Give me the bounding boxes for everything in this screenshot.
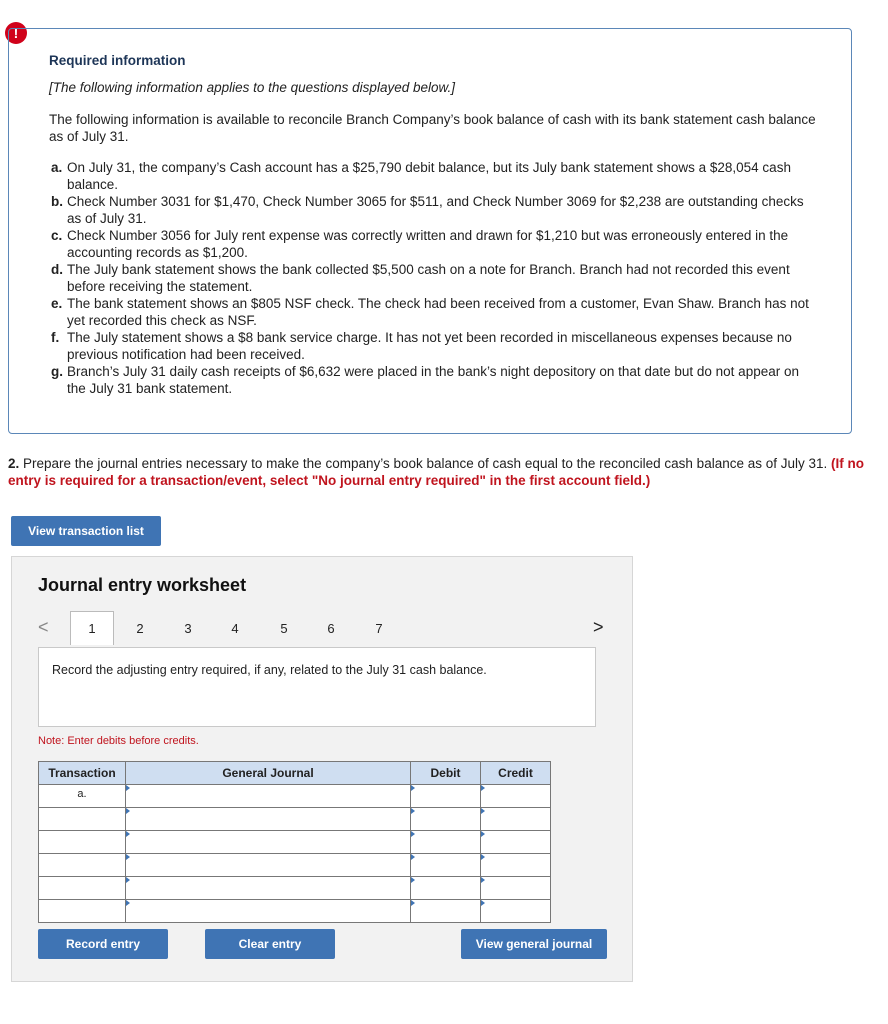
account-input[interactable] xyxy=(126,831,411,854)
info-item-f xyxy=(49,329,819,363)
item-label: d. xyxy=(51,262,63,277)
credit-input[interactable] xyxy=(481,808,551,831)
account-input[interactable] xyxy=(126,900,411,923)
table-row xyxy=(39,808,551,831)
tab-6[interactable]: 6 xyxy=(327,620,335,636)
transaction-cell: a. xyxy=(39,785,126,808)
credit-input[interactable] xyxy=(481,854,551,877)
transaction-cell xyxy=(39,877,126,900)
clear-entry-button[interactable]: Clear entry xyxy=(205,929,335,959)
item-label: g. xyxy=(51,364,63,379)
tab-7[interactable]: 7 xyxy=(375,620,383,636)
info-item-a xyxy=(49,159,819,193)
table-row xyxy=(39,785,551,808)
info-item-g xyxy=(49,363,819,397)
info-subtitle: [The following information applies to the questions displayed below.] xyxy=(49,80,455,95)
debit-input[interactable] xyxy=(411,900,481,923)
tab-2[interactable]: 2 xyxy=(136,620,144,636)
prompt-text: Record the adjusting entry required, if any, related to the July 31 cash balance. xyxy=(52,663,487,677)
account-input[interactable] xyxy=(126,808,411,831)
debit-input[interactable] xyxy=(411,831,481,854)
chevron-right-icon[interactable]: > xyxy=(593,617,604,637)
column-general-journal: General Journal xyxy=(126,762,411,785)
item-label: b. xyxy=(51,194,63,209)
tab-4[interactable]: 4 xyxy=(231,620,239,636)
info-title: Required information xyxy=(49,53,186,68)
info-item-d xyxy=(49,261,819,295)
item-label: f. xyxy=(51,330,60,345)
transaction-cell xyxy=(39,808,126,831)
question-number: 2. xyxy=(8,456,20,471)
item-text: The July statement shows a $8 bank service charge. It has not yet been recorded in miscellaneous expenses because no previous notification had been received. xyxy=(67,330,792,362)
item-label: e. xyxy=(51,296,63,311)
table-row xyxy=(39,900,551,923)
tab-1[interactable]: 1 xyxy=(70,611,114,645)
alert-icon: ! xyxy=(5,22,27,44)
item-text: On July 31, the company’s Cash account has a $25,790 debit balance, but its July bank statement shows a $28,054 cash balance. xyxy=(67,160,791,192)
journal-header-row xyxy=(39,762,551,785)
prompt-box xyxy=(38,647,596,727)
question-text xyxy=(8,455,883,489)
worksheet-title: Journal entry worksheet xyxy=(38,575,247,595)
info-item-c xyxy=(49,227,819,261)
credit-input[interactable] xyxy=(481,785,551,808)
transaction-cell xyxy=(39,854,126,877)
record-entry-button[interactable]: Record entry xyxy=(38,929,168,959)
column-debit: Debit xyxy=(411,762,481,785)
debit-input[interactable] xyxy=(411,808,481,831)
account-input[interactable] xyxy=(126,877,411,900)
item-text: Check Number 3056 for July rent expense was correctly written and drawn for $1,210 but was erroneously entered in the accounting records as $1,200. xyxy=(67,228,789,260)
worksheet-tabs xyxy=(38,611,608,645)
question-body: Prepare the journal entries necessary to make the company’s book balance of cash equal to the reconciled cash balance as of July 31. xyxy=(23,456,828,471)
info-item-b xyxy=(49,193,819,227)
question-instruction: (If no entry is required for a transaction/event, select "No journal entry required" in the first account field.) xyxy=(8,456,865,488)
info-item-e xyxy=(49,295,819,329)
debit-input[interactable] xyxy=(411,854,481,877)
info-items-list xyxy=(49,159,819,397)
item-text: The July bank statement shows the bank collected $5,500 cash on a note for Branch. Branch had not recorded this event before receiving the statement. xyxy=(67,262,790,294)
view-general-journal-button[interactable]: View general journal xyxy=(461,929,607,959)
transaction-cell xyxy=(39,900,126,923)
account-input[interactable] xyxy=(126,854,411,877)
chevron-left-icon[interactable]: < xyxy=(38,617,49,637)
column-credit: Credit xyxy=(481,762,551,785)
item-text: Branch’s July 31 daily cash receipts of $6,632 were placed in the bank’s night depository on that date but do not appear on the July 31 bank statement. xyxy=(67,364,799,396)
debit-input[interactable] xyxy=(411,877,481,900)
debit-input[interactable] xyxy=(411,785,481,808)
journal-entry-worksheet-panel xyxy=(11,556,633,982)
item-label: a. xyxy=(51,160,63,175)
item-text: Check Number 3031 for $1,470, Check Number 3065 for $511, and Check Number 3069 for $2,238 are outstanding checks as of July 31. xyxy=(67,194,804,226)
item-label: c. xyxy=(51,228,63,243)
tab-3[interactable]: 3 xyxy=(184,620,192,636)
column-transaction: Transaction xyxy=(39,762,126,785)
credit-input[interactable] xyxy=(481,831,551,854)
info-intro: The following information is available to reconcile Branch Company’s book balance of cash with its bank statement cash balance as of July 31. xyxy=(49,112,816,144)
required-information-box xyxy=(8,28,852,434)
tab-5[interactable]: 5 xyxy=(280,620,288,636)
table-row xyxy=(39,854,551,877)
debits-note: Note: Enter debits before credits. xyxy=(38,735,199,747)
table-row xyxy=(39,877,551,900)
account-input[interactable] xyxy=(126,785,411,808)
table-row xyxy=(39,831,551,854)
transaction-cell xyxy=(39,831,126,854)
item-text: The bank statement shows an $805 NSF check. The check had been received from a customer, Evan Shaw. Branch has not yet recorded this check as NSF. xyxy=(67,296,809,328)
credit-input[interactable] xyxy=(481,877,551,900)
view-transaction-list-button[interactable]: View transaction list xyxy=(11,516,161,546)
journal-table xyxy=(38,761,551,923)
credit-input[interactable] xyxy=(481,900,551,923)
